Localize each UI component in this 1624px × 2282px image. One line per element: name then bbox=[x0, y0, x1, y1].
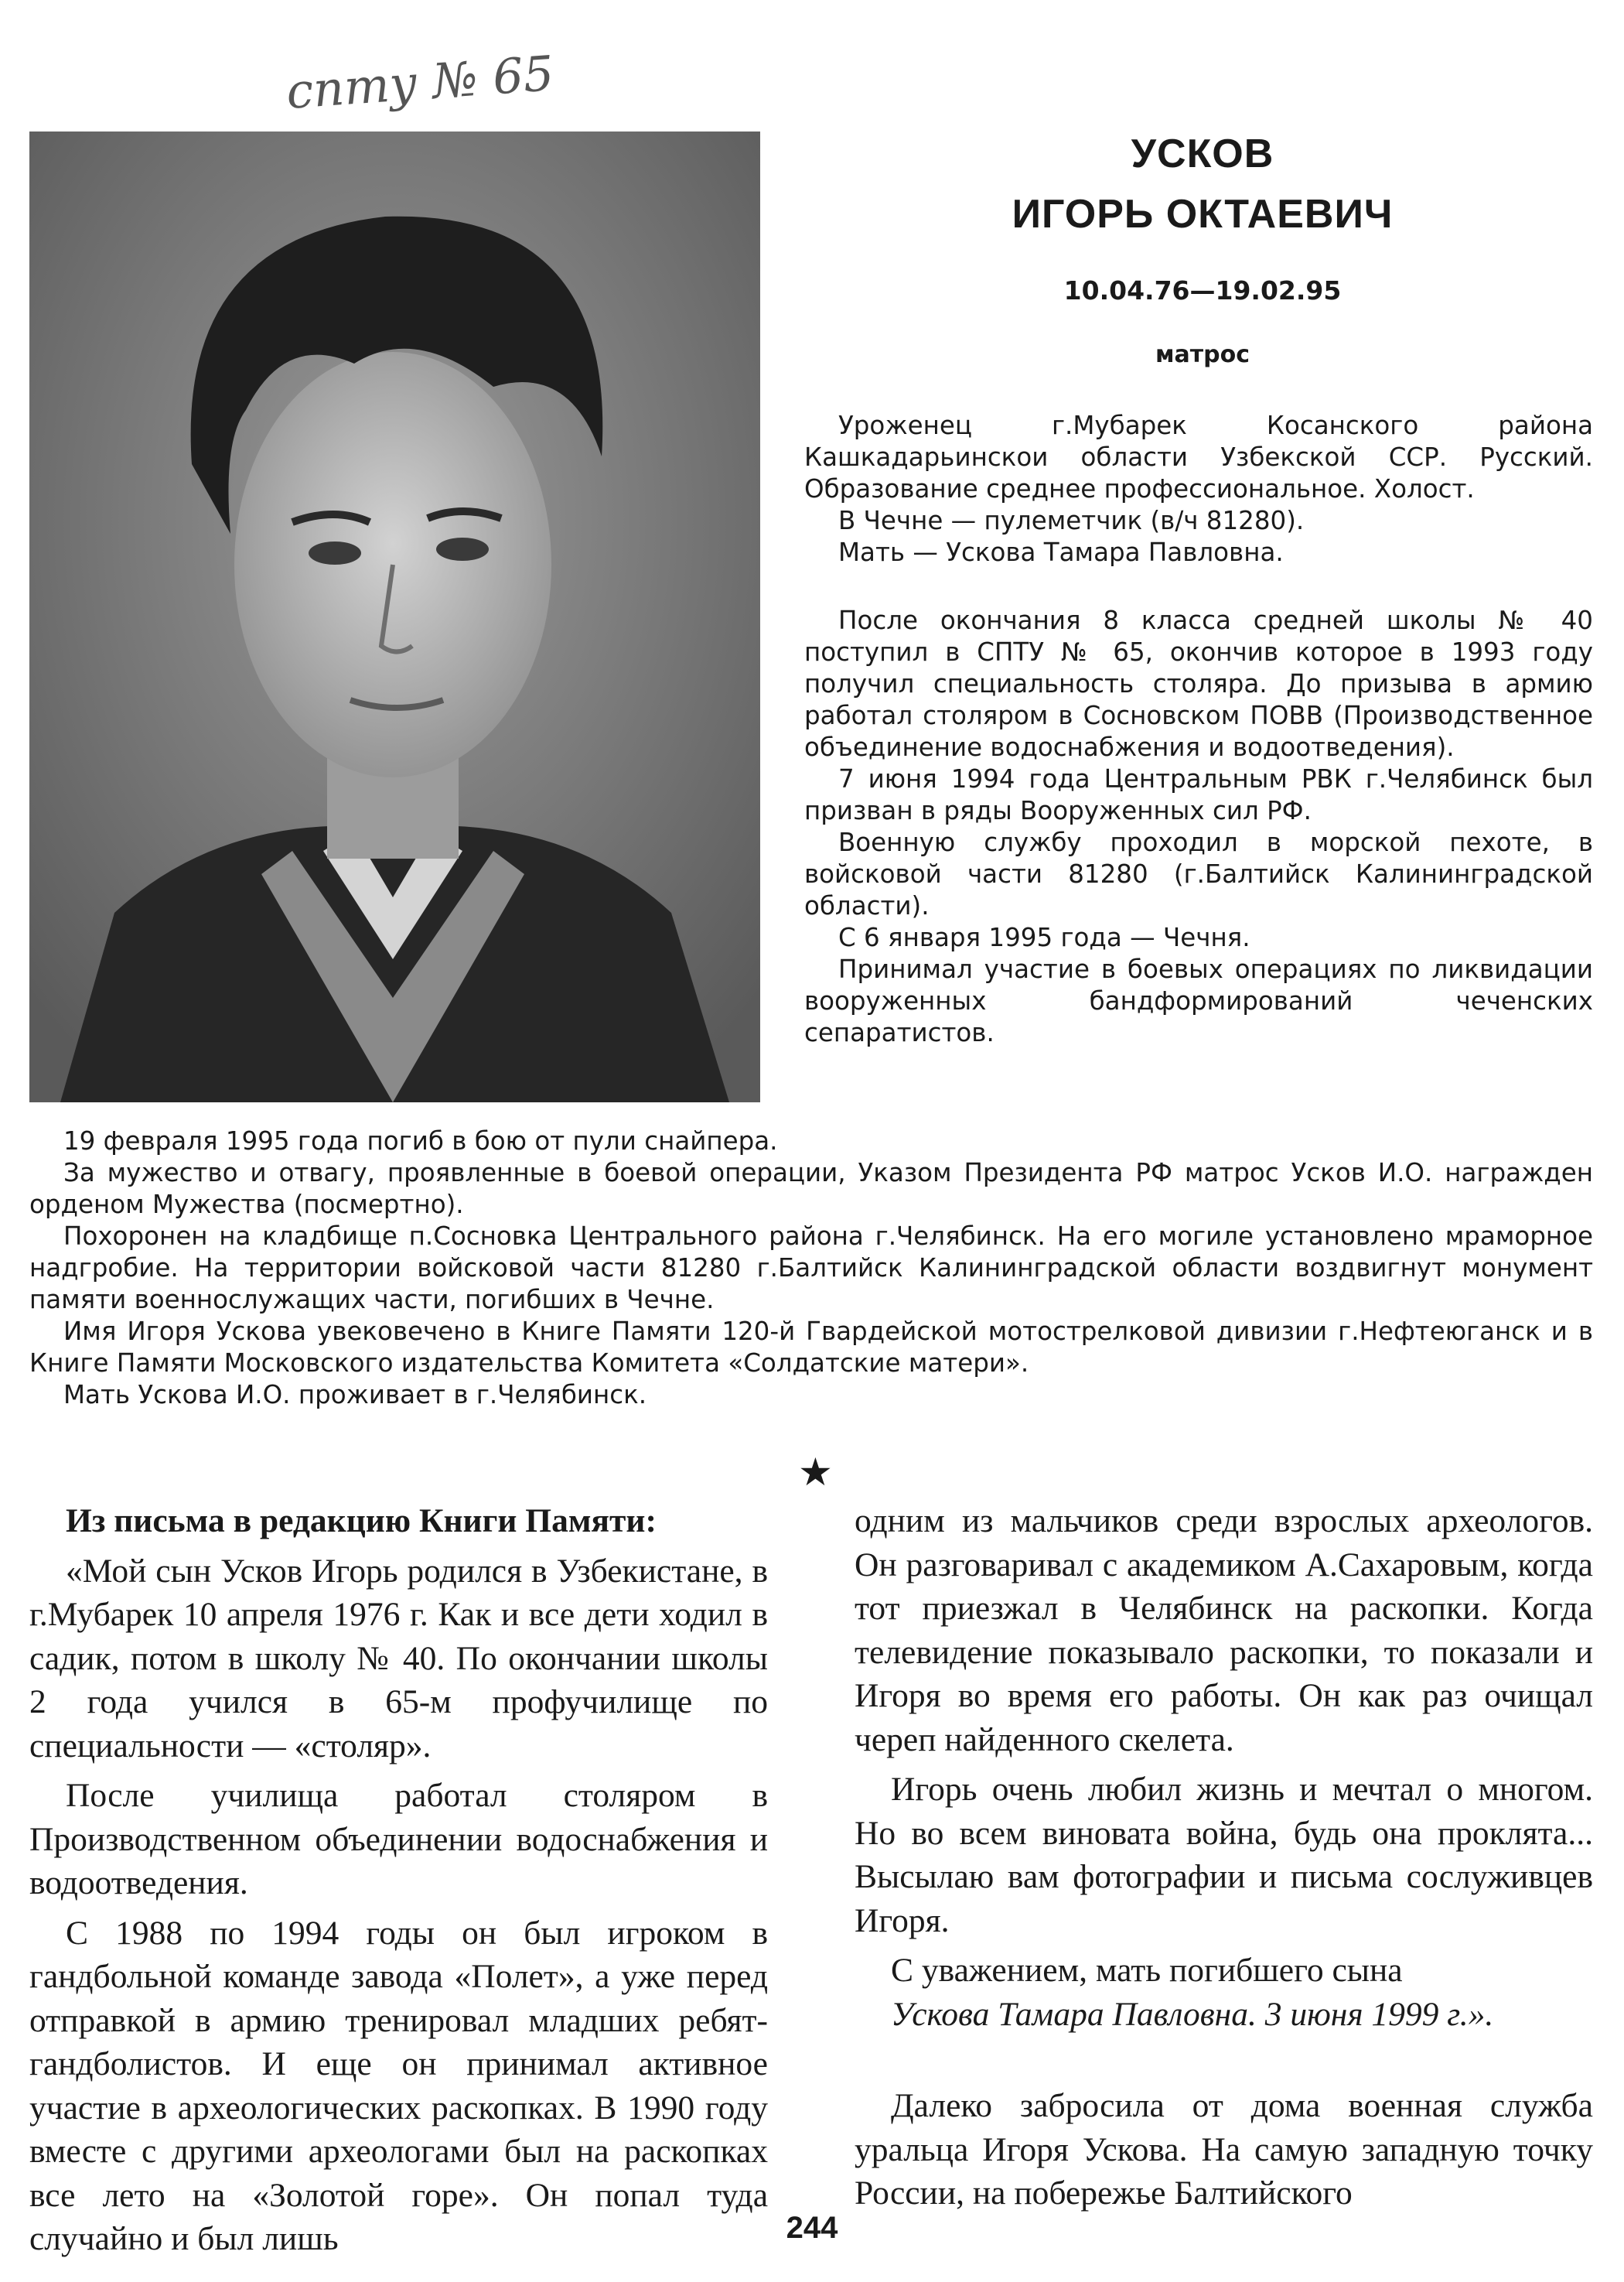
letter-signature: Ускова Тамара Павловна. 3 июня 1999 г.». bbox=[891, 1995, 1494, 2033]
biography-full-width bbox=[29, 1126, 1593, 1411]
portrait-photo bbox=[29, 132, 760, 1102]
given-names: ИГОРЬ ОКТАЕВИЧ bbox=[1012, 192, 1394, 237]
letter-title: Из письма в редакцию Книги Памяти: bbox=[66, 1502, 657, 1539]
bio-paragraph: Похоронен на кладбище п.Сосновка Центрального района г.Челябинск. На его могиле установлено мраморное надгробие. На территории войсковой части 81280 г.Балтийск Калининградской области воздвигнут монумент памяти военнослужащих части, погибших в Чечне. bbox=[29, 1221, 1593, 1314]
letter-paragraph: «Мой сын Усков Игорь родился в Узбекистане, в г.Мубарек 10 апреля 1976 г. Как и все дети ходил в садик, потом в школу № 40. По окончании школы 2 года учился в 65-м профучилище по специальности — «столяр». bbox=[29, 1552, 768, 1764]
bio-paragraph: Мать Ускова И.О. проживает в г.Челябинск. bbox=[63, 1380, 647, 1409]
bio-paragraph: Принимал участие в боевых операциях по ликвидации вооруженных бандформирований чеченских сепаратистов. bbox=[804, 955, 1593, 1047]
bio-paragraph: Мать — Ускова Тамара Павловна. bbox=[838, 538, 1284, 567]
military-rank: матрос bbox=[1155, 341, 1250, 368]
biography-top bbox=[804, 410, 1593, 1049]
bio-paragraph: За мужество и отвагу, проявленные в боевой операции, Указом Президента РФ матрос Усков И.О. награжден орденом Мужества (посмертно). bbox=[29, 1158, 1593, 1219]
letter-paragraph: С 1988 по 1994 годы он был игроком в гандбольной команде завода «Полет», а уже перед отправкой в армию тренировал младших ребят-гандболистов. И еще он принимал активное участие в археологических раскопках. В 1990 году вместе с другими археологами был на раскопках все лето на «Золотой горе». Он попал туда случайно и был лишь bbox=[29, 1914, 768, 2257]
handwritten-note: спту № 65 bbox=[284, 45, 556, 120]
bio-paragraph: После окончания 8 класса средней школы № 40 поступил в СПТУ № 65, окончив которое в 1993 году получил специальность столяра. До призыва в армию работал столяром в Сосновском ПОВВ (Производственное объединение водоснабжения и водоотведения). bbox=[804, 606, 1593, 762]
bio-paragraph: Имя Игоря Ускова увековечено в Книге Памяти 120-й Гвардейской мотострелковой дивизии г.Нефтеюганск и в Книге Памяти Московского издательства Комитета «Солдатские матери». bbox=[29, 1317, 1593, 1378]
header bbox=[812, 124, 1593, 368]
bio-paragraph: В Чечне — пулеметчик (в/ч 81280). bbox=[838, 506, 1305, 535]
bio-paragraph: Уроженец г.Мубарек Косанского района Кашкадарьинскои области Узбекской ССР. Русский. Образование среднее профессиональное. Холост. bbox=[804, 411, 1593, 504]
closing-paragraph: Далеко забросила от дома военная служба уральца Игоря Ускова. На самую западную точку России, на побережье Балтийского bbox=[855, 2087, 1593, 2212]
letter-right-column bbox=[855, 1499, 1593, 2222]
letter-paragraph: С уважением, мать погибшего сына bbox=[891, 1952, 1403, 1989]
letter-paragraph: одним из мальчиков среди взрослых археологов. Он разговаривал с академиком А.Сахаровым, когда тот приезжал в Челябинск на раскопки. Когда телевидение показывало раскопки, то показали и Игоря во время его работы. Он как раз очищал череп найденного скелета. bbox=[855, 1502, 1593, 1758]
bio-paragraph: Военную службу проходил в морской пехоте, в войсковой части 81280 (г.Балтийск Калининградской области). bbox=[804, 828, 1593, 921]
letter-paragraph: Игорь очень любил жизнь и мечтал о многом. Но во всем виновата война, будь она проклята... Высылаю вам фотографии и письма сослуживцев Игоря. bbox=[855, 1771, 1593, 1939]
letter-left-column bbox=[29, 1499, 768, 2267]
portrait-image bbox=[29, 132, 760, 1102]
star-separator-icon: ★ bbox=[798, 1450, 833, 1495]
bio-paragraph: 7 июня 1994 года Центральным РВК г.Челябинск был призван в ряды Вооруженных сил РФ. bbox=[804, 764, 1593, 825]
bio-paragraph: 19 февраля 1995 года погиб в бою от пули снайпера. bbox=[63, 1126, 778, 1156]
life-dates: 10.04.76—19.02.95 bbox=[1063, 275, 1342, 306]
letter-paragraph: После училища работал столяром в Производственном объединении водоснабжения и водоотведения. bbox=[29, 1777, 768, 1901]
page-number: 244 bbox=[786, 2211, 838, 2245]
surname: УСКОВ bbox=[1131, 132, 1274, 176]
bio-paragraph: С 6 января 1995 года — Чечня. bbox=[838, 923, 1250, 952]
